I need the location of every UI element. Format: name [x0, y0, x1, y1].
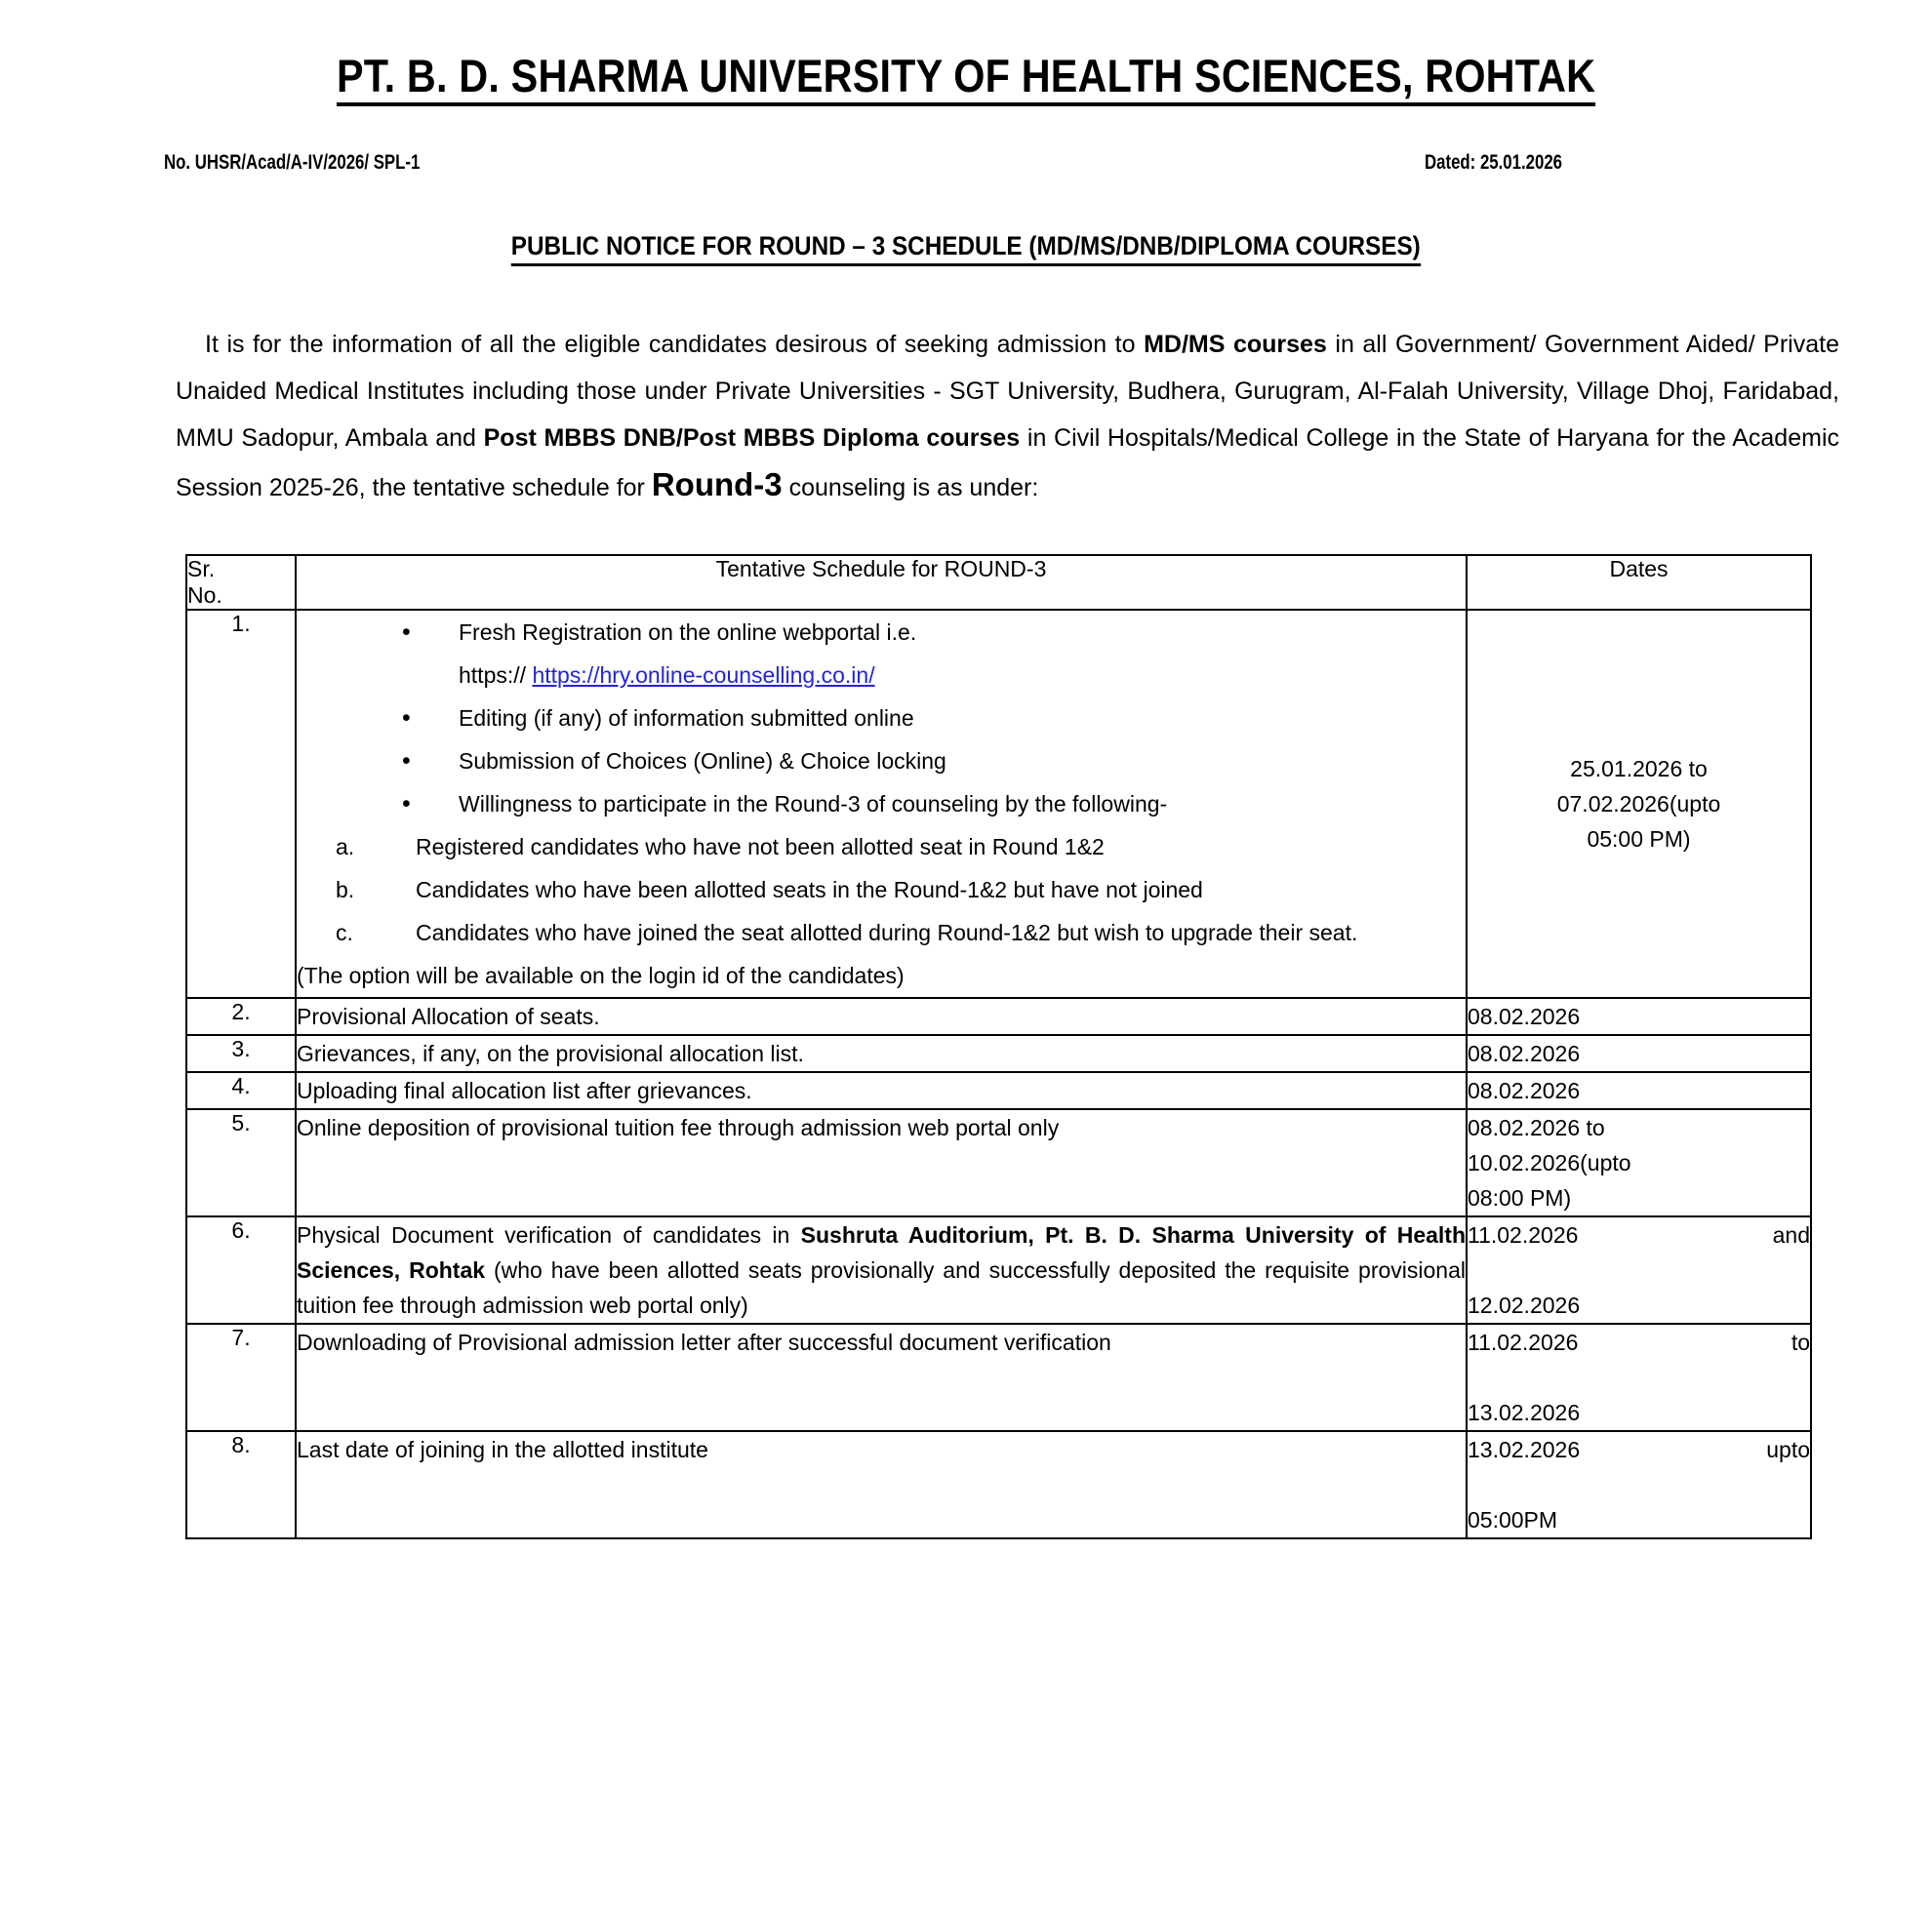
schedule-table [185, 554, 1812, 1539]
row-dates-cell [1467, 1324, 1811, 1431]
list-item [336, 868, 1466, 911]
date-connector: to [1791, 1330, 1810, 1355]
round3-bullet-list [297, 611, 1466, 825]
date-connector: upto [1766, 1437, 1810, 1462]
intro-bold-mdms: MD/MS courses [1144, 331, 1327, 358]
table-row [186, 1109, 1811, 1216]
date-line: 10.02.2026(upto [1468, 1150, 1631, 1175]
list-item: • Submission of Choices (Online) & Choice locking [402, 739, 1466, 782]
sub-item-text: Candidates who have joined the seat allotted during Round-1&2 but wish to upgrade their seat. [416, 920, 1358, 945]
date-line: 08:00 PM) [1468, 1185, 1572, 1211]
row-schedule-cell: Provisional Allocation of seats. [296, 998, 1467, 1035]
table-row [186, 1072, 1811, 1109]
date-line: 25.01.2026 to [1570, 756, 1708, 781]
date-line: 08.02.2026 to [1468, 1115, 1605, 1140]
date-justified-line [1468, 1325, 1810, 1395]
row-schedule-cell: Uploading final allocation list after grievances. [296, 1072, 1467, 1109]
willingness-sub-list [297, 825, 1466, 954]
row-dates-cell [1467, 1109, 1811, 1216]
row-serial-number: 6. [186, 1216, 296, 1324]
row-schedule-cell: Downloading of Provisional admission letter after successful document verification [296, 1324, 1467, 1431]
row-dates-cell [1467, 1216, 1811, 1324]
university-title-text: PT. B. D. SHARMA UNIVERSITY OF HEALTH SCIENCES, ROHTAK [337, 53, 1595, 106]
date-justified-line [1468, 1432, 1810, 1502]
row-schedule-cell: Online deposition of provisional tuition fee through admission web portal only [296, 1109, 1467, 1216]
date-line: 05:00 PM) [1587, 826, 1691, 852]
row-schedule-cell [296, 1216, 1467, 1324]
list-item [402, 611, 1466, 697]
row-serial-number: 8. [186, 1431, 296, 1538]
row-schedule-cell: Last date of joining in the allotted institute [296, 1431, 1467, 1538]
intro-text-part-3: in Civil Hospitals/Medical College in the State of Haryana for the Academic Session 2025-26, the tentative schedule for [176, 424, 1839, 501]
list-item [336, 911, 1466, 954]
intro-text-part-1: It is for the information of all the eligible candidates desirous of seeking admission to [205, 331, 1145, 358]
row6-text-part-2: (who have been allotted seats provisionally and successfully deposited the requisite provisional tuition fee through admission web portal only) [297, 1257, 1466, 1318]
sub-item-marker: a. [336, 834, 355, 859]
url-prefix-text: https:// [459, 662, 527, 688]
table-row [186, 610, 1811, 998]
row-dates-cell: 08.02.2026 [1467, 1072, 1811, 1109]
table-row [186, 998, 1811, 1035]
row-dates-cell [1467, 610, 1811, 998]
date-connector: and [1772, 1222, 1810, 1248]
date-line: 07.02.2026(upto [1556, 791, 1721, 817]
sub-item-marker: b. [336, 877, 355, 902]
column-header-schedule: Tentative Schedule for ROUND-3 [296, 555, 1467, 610]
row-serial-number: 5. [186, 1109, 296, 1216]
table-row [186, 1431, 1811, 1538]
date-line: 13.02.2026 [1468, 1437, 1581, 1462]
reference-line [0, 106, 1932, 184]
row6-text-part-1: Physical Document verification of candidates in [297, 1222, 801, 1248]
row6-venue-bold: Sushruta Auditorium, Pt. B. D. Sharma University of Health Sciences, Rohtak [297, 1222, 1467, 1283]
row-dates-cell: 08.02.2026 [1467, 1035, 1811, 1072]
intro-paragraph [0, 266, 1932, 511]
table-row [186, 1324, 1811, 1431]
sub-item-text: Registered candidates who have not been allotted seat in Round 1&2 [416, 834, 1105, 859]
date-line: 13.02.2026 [1468, 1400, 1581, 1425]
list-item: • Editing (if any) of information submitted online [402, 697, 1466, 739]
intro-text-part-4: counseling is as under: [782, 474, 1039, 501]
intro-text-part-2: in all Government/ Government Aided/ Private Unaided Medical Institutes including those under Private Universities - SGT University, Budhera, Gurugram, Al-Falah University, Village Dhoj, Faridabad, MMU Sadopur, Ambala and [176, 331, 1839, 452]
list-item: • Willingness to participate in the Round-3 of counseling by the following- [402, 782, 1466, 825]
schedule-table-wrapper [0, 511, 1932, 1539]
document-date: Dated: 25.01.2026 [1425, 151, 1563, 174]
date-line: 05:00PM [1468, 1507, 1558, 1533]
notice-subtitle-text: PUBLIC NOTICE FOR ROUND – 3 SCHEDULE (MD/MS/DNB/DIPLOMA COURSES) [511, 231, 1421, 266]
row-serial-number: 7. [186, 1324, 296, 1431]
sub-item-marker: c. [336, 920, 353, 945]
row-serial-number: 1. [186, 610, 296, 998]
bullet-fresh-registration-text: Fresh Registration on the online webportal i.e. [459, 619, 917, 645]
row-dates-cell: 08.02.2026 [1467, 998, 1811, 1035]
counselling-portal-link[interactable]: https://hry.online-counselling.co.in/ [532, 662, 875, 688]
intro-round3-emphasis: Round-3 [651, 466, 783, 502]
row-serial-number: 4. [186, 1072, 296, 1109]
row-serial-number: 2. [186, 998, 296, 1035]
column-header-sr-no: Sr. No. [186, 555, 296, 610]
row-dates-cell [1467, 1431, 1811, 1538]
row-serial-number: 3. [186, 1035, 296, 1072]
login-option-note: (The option will be available on the login id of the candidates) [297, 963, 905, 988]
date-line: 11.02.2026 [1468, 1222, 1579, 1248]
row-schedule-cell: Grievances, if any, on the provisional allocation list. [296, 1035, 1467, 1072]
column-header-dates: Dates [1467, 555, 1811, 610]
table-row [186, 1216, 1811, 1324]
schedule-table-head [186, 555, 1811, 610]
page-title [0, 0, 1932, 106]
date-line: 11.02.2026 [1468, 1330, 1579, 1355]
list-item [336, 825, 1466, 868]
reference-number: No. UHSR/Acad/A-IV/2026/ SPL-1 [164, 151, 421, 174]
intro-bold-dnb-diploma: Post MBBS DNB/Post MBBS Diploma courses [483, 424, 1021, 452]
schedule-table-body [186, 610, 1811, 1538]
table-header-row [186, 555, 1811, 610]
sub-item-text: Candidates who have been allotted seats in the Round-1&2 but have not joined [416, 877, 1203, 902]
notice-subtitle [0, 184, 1932, 266]
date-justified-line [1468, 1217, 1810, 1288]
row-schedule-cell [296, 610, 1467, 998]
date-line: 12.02.2026 [1468, 1293, 1581, 1318]
table-row [186, 1035, 1811, 1072]
